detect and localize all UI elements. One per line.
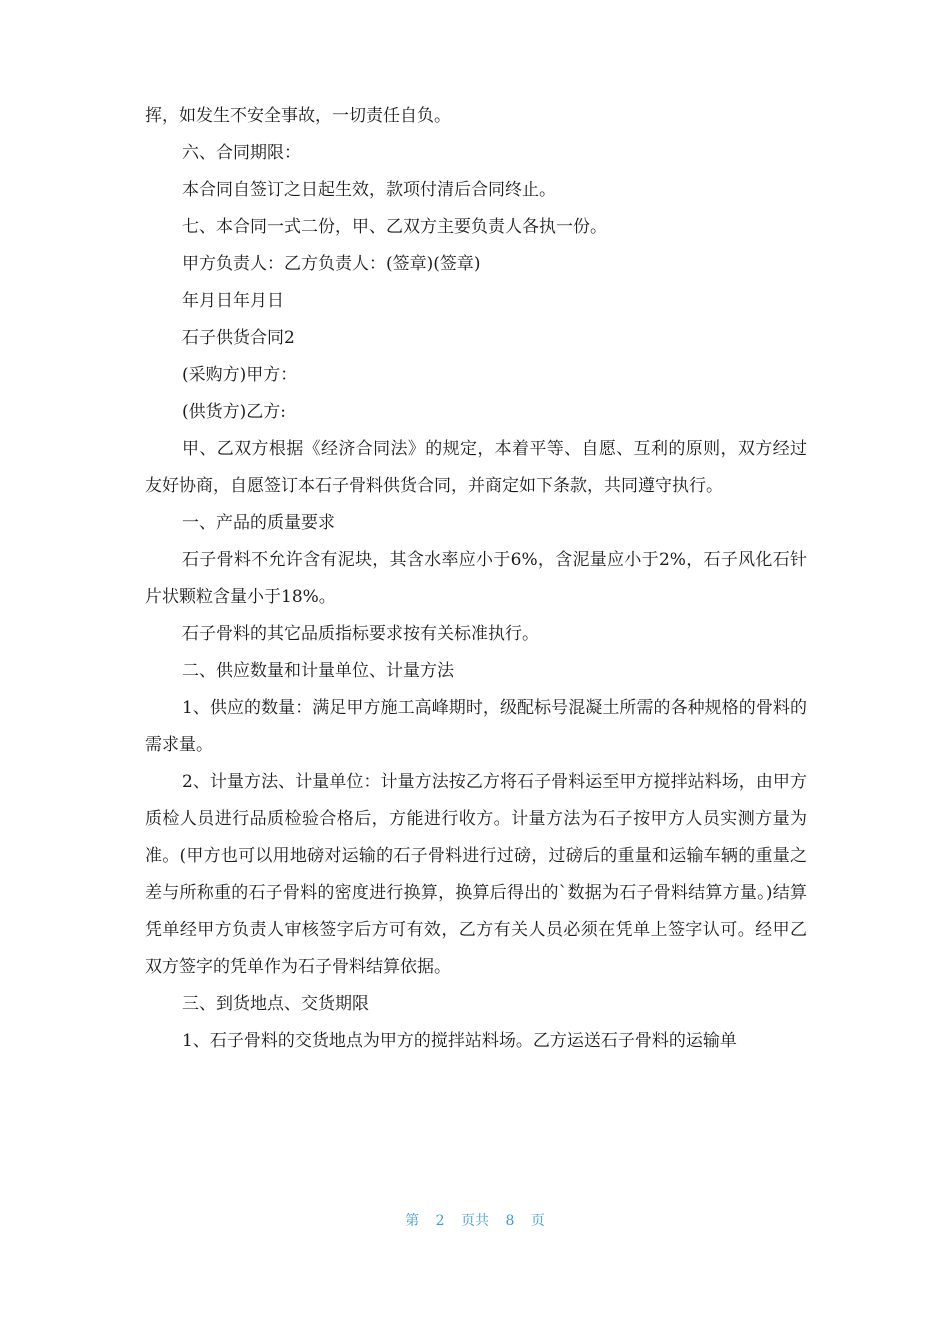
paragraph: 1、石子骨料的交货地点为甲方的搅拌站料场。乙方运送石子骨料的运输单 — [182, 1031, 737, 1051]
footer-word: 页 — [530, 1213, 545, 1229]
paragraph: (供货方)乙方: — [182, 402, 286, 422]
footer-word: 页共 — [461, 1213, 489, 1229]
clause-heading: 一、产品的质量要求 — [182, 513, 335, 533]
clause-heading: 二、供应数量和计量单位、计量方法 — [182, 661, 454, 681]
paragraph: 本合同自签订之日起生效，款项付清后合同终止。 — [182, 180, 556, 200]
footer-page-total: 8 — [505, 1213, 515, 1229]
footer-page-number: 2 — [435, 1213, 445, 1229]
paragraph: 甲方负责人：乙方负责人：(签章)(签章) — [182, 254, 481, 274]
paragraph: 甲、乙双方根据《经济合同法》的规定，本着平等、自愿、互利的原则，双方经过友好协商，自愿签订本石子骨料供货合同，并商定如下条款，共同遵守执行。 — [145, 439, 807, 496]
section-title: 石子供货合同2 — [182, 328, 295, 348]
paragraph: 2、计量方法、计量单位：计量方法按乙方将石子骨料运至甲方搅拌站料场，由甲方质检人员进行品质检验合格后，方能进行收方。计量方法为石子按甲方人员实测方量为准。(甲方也可以用地磅对运输的石子骨料进行过磅，过磅后的重量和运输车辆的重量之差与所称重的石子骨料的密度进行换算，换算后得出的`数据为石子骨料结算方量。)结算凭单经甲方负责人审核签字后方可有效，乙方有关人员必须在凭单上签字认可。经甲乙双方签字的凭单作为石子骨料结算依据。 — [145, 772, 807, 977]
paragraph: 七、本合同一式二份，甲、乙双方主要负责人各执一份。 — [182, 217, 607, 237]
paragraph: 年月日年月日 — [182, 291, 284, 311]
document-body — [145, 98, 807, 1060]
page-footer — [0, 1210, 950, 1230]
paragraph: 挥，如发生不安全事故，一切责任自负。 — [145, 106, 451, 126]
paragraph: 六、合同期限： — [182, 143, 301, 163]
clause-heading: 三、到货地点、交货期限 — [182, 994, 369, 1014]
paragraph: 石子骨料不允许含有泥块，其含水率应小于6%，含泥量应小于2%，石子风化石针片状颗粒含量小于18%。 — [145, 550, 807, 607]
paragraph: (采购方)甲方： — [182, 365, 298, 385]
paragraph: 石子骨料的其它品质指标要求按有关标准执行。 — [182, 624, 539, 644]
paragraph: 1、供应的数量：满足甲方施工高峰期时，级配标号混凝土所需的各种规格的骨料的需求量。 — [145, 698, 807, 755]
footer-word: 第 — [405, 1213, 420, 1229]
